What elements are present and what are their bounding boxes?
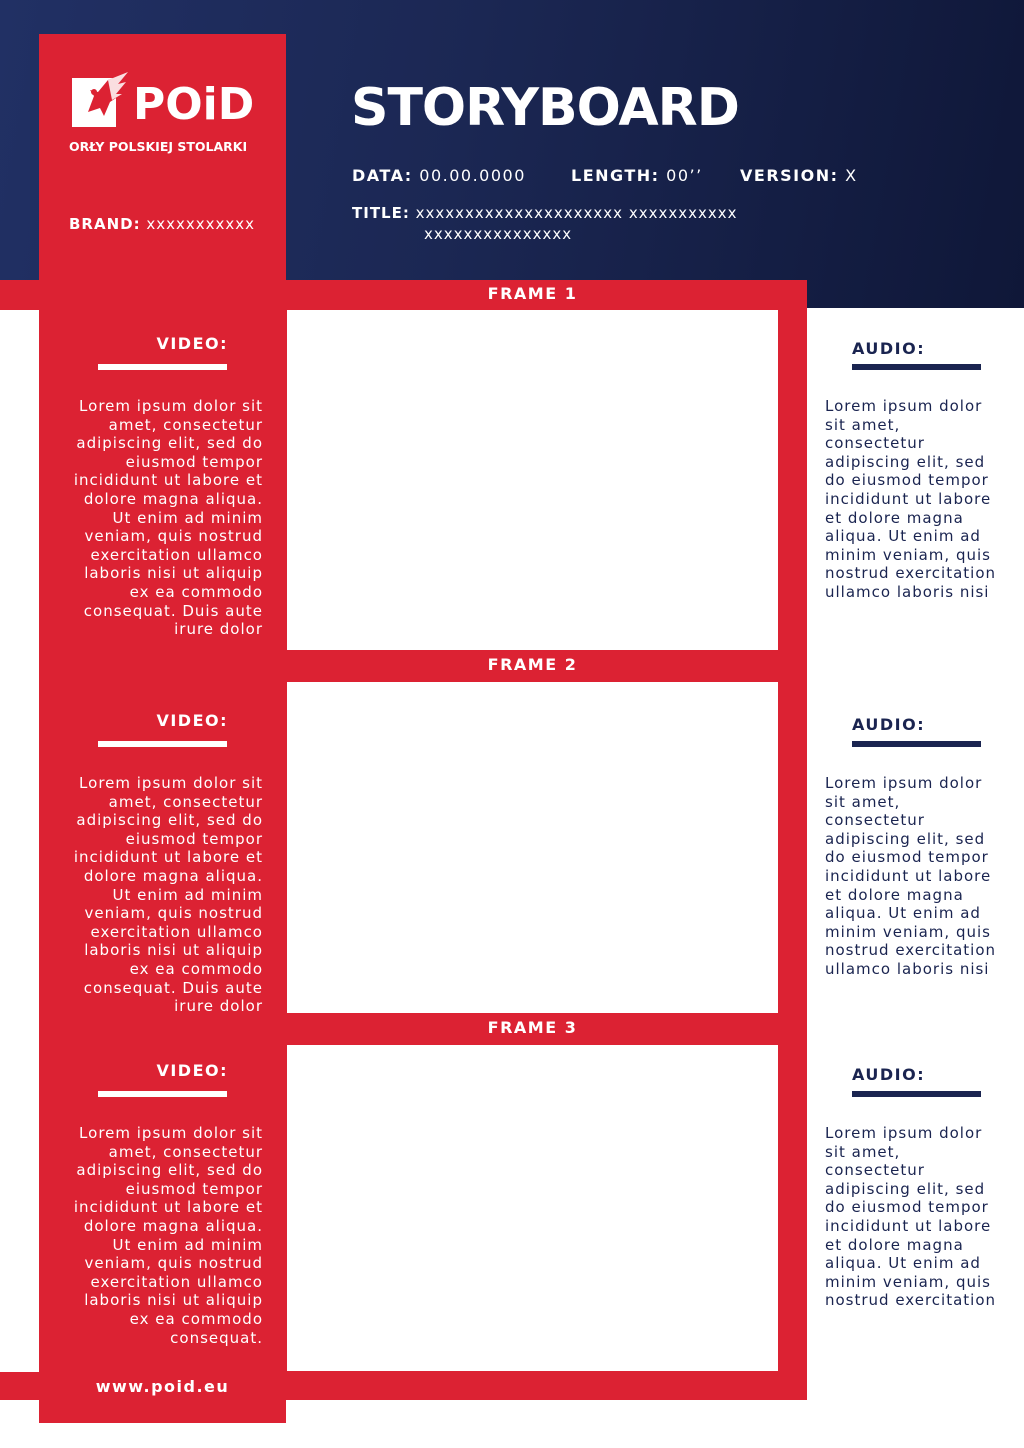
frame-3-video-rule [98, 1091, 227, 1097]
brand-value: xxxxxxxxxxx [146, 215, 256, 233]
length-field [571, 166, 703, 185]
frame-3-audio-text: Lorem ipsum dolor sit amet, consectetur adipiscing elit, sed do eiusmod tempor incididunt ut labore et dolore magna aliqua. Ut enim ad minim veniam, quis nostrud exercitation [825, 1124, 997, 1310]
frame-1-video-rule [98, 364, 227, 370]
eagle-icon [72, 72, 128, 127]
length-label: LENGTH: [571, 166, 660, 185]
frame-2-video-rule [98, 741, 227, 747]
website-link[interactable]: www.poid.eu [95, 1377, 230, 1396]
title-label: TITLE: [352, 204, 410, 222]
frame-2-label: FRAME 2 [487, 655, 578, 674]
frame-3-video-label: VIDEO: [156, 1061, 228, 1080]
frame-2-panel[interactable] [287, 682, 778, 1013]
frame-1-video-text: Lorem ipsum dolor sit amet, consectetur adipiscing elit, sed do eiusmod tempor incididunt ut labore et dolore magna aliqua. Ut enim ad minim veniam, quis nostrud exercitation ullamco laboris nisi ut aliquip ex ea commodo consequat. Duis aute irure dolor [73, 397, 263, 639]
frame-2-video-text: Lorem ipsum dolor sit amet, consectetur adipiscing elit, sed do eiusmod tempor incididunt ut labore et dolore magna aliqua. Ut enim ad minim veniam, quis nostrud exercitation ullamco laboris nisi ut aliquip ex ea commodo consequat. Duis aute irure dolor [73, 774, 263, 1016]
length-value: 00’’ [666, 166, 703, 185]
logo-wordmark: POiD [133, 79, 255, 130]
frame-3-panel[interactable] [287, 1045, 778, 1371]
frame-2-audio-text: Lorem ipsum dolor sit amet, consectetur adipiscing elit, sed do eiusmod tempor incididunt ut labore et dolore magna aliqua. Ut enim ad minim veniam, quis nostrud exercitation ullamco laboris nisi [825, 774, 997, 978]
title-value-line1: xxxxxxxxxxxxxxxxxxxxx xxxxxxxxxxx [415, 204, 738, 222]
frame-3-audio-rule [852, 1091, 981, 1097]
frame-1-panel[interactable] [287, 310, 778, 650]
frame-1-video-label: VIDEO: [156, 334, 228, 353]
frame-1-audio-label: AUDIO: [852, 339, 926, 358]
title-value-line2: xxxxxxxxxxxxxxx [424, 225, 573, 243]
frame-1-audio-rule [852, 364, 981, 370]
version-field [740, 166, 858, 185]
frame-2-audio-rule [852, 741, 981, 747]
frame-3-audio-label: AUDIO: [852, 1065, 926, 1084]
frame-2-audio-label: AUDIO: [852, 715, 926, 734]
page-title: STORYBOARD [351, 78, 739, 138]
data-value: 00.00.0000 [419, 166, 526, 185]
version-value: X [845, 166, 858, 185]
frame-3-label: FRAME 3 [487, 1018, 578, 1037]
frame-3-video-text: Lorem ipsum dolor sit amet, consectetur adipiscing elit, sed do eiusmod tempor incididunt ut labore et dolore magna aliqua. Ut enim ad minim veniam, quis nostrud exercitation ullamco laboris nisi ut aliquip ex ea commodo consequat. [73, 1124, 263, 1347]
frame-1-label: FRAME 1 [487, 284, 578, 303]
frame-1-audio-text: Lorem ipsum dolor sit amet, consectetur adipiscing elit, sed do eiusmod tempor incididunt ut labore et dolore magna aliqua. Ut enim ad minim veniam, quis nostrud exercitation ullamco laboris nisi [825, 397, 997, 601]
title-field [352, 203, 772, 245]
logo-tagline: ORŁY POLSKIEJ STOLARKI [69, 139, 248, 154]
data-label: DATA: [352, 166, 413, 185]
brand-field [69, 215, 255, 233]
version-label: VERSION: [740, 166, 839, 185]
brand-label: BRAND: [69, 215, 141, 233]
data-field [352, 166, 526, 185]
frame-2-video-label: VIDEO: [156, 711, 228, 730]
